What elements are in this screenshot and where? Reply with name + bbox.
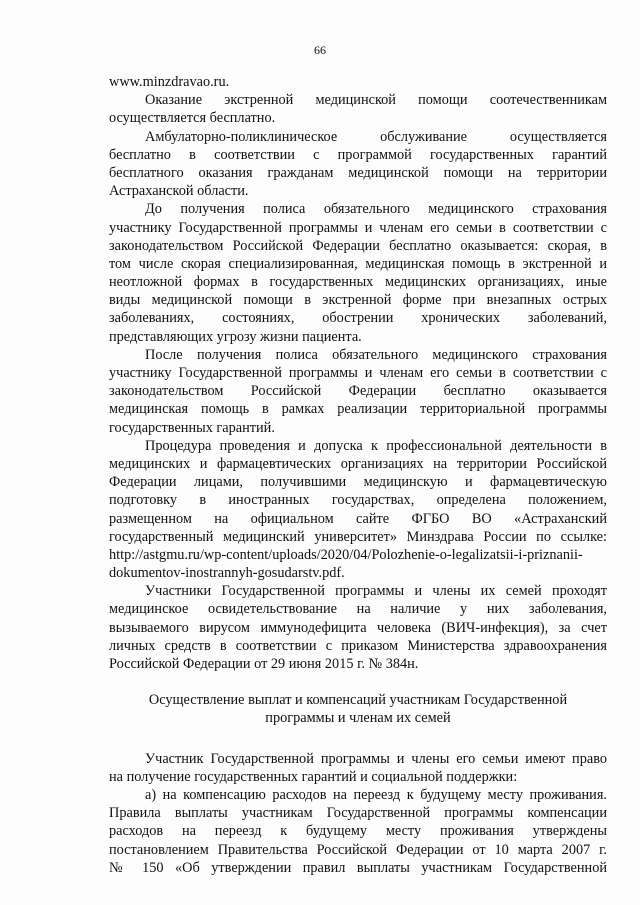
text-line[interactable]: медицинская помощь в рамках реализации территориальной программы bbox=[109, 401, 607, 418]
text-line[interactable]: Астраханской области. bbox=[109, 183, 249, 200]
text-line[interactable]: Амбулаторно-поликлиническое обслуживание осуществляется bbox=[145, 128, 607, 145]
text-line[interactable]: постановлением Правительства Российской Федерации от 10 марта 2007 г. bbox=[109, 841, 607, 858]
text-line[interactable]: www.minzdravao.ru. bbox=[109, 74, 230, 90]
text-line[interactable]: № 150 «Об утверждении правил выплаты участникам Государственной bbox=[109, 859, 607, 876]
text-line[interactable]: вызываемого вирусом иммунодефицита человека (ВИЧ-инфекция), за счет bbox=[109, 619, 607, 636]
text-line[interactable]: Участники Государственной программы и члены их семей проходят bbox=[145, 583, 607, 600]
text-line[interactable]: на получение государственных гарантий и социальной поддержки: bbox=[109, 768, 518, 785]
text-line[interactable]: Правила выплаты участникам Государственной программы компенсации bbox=[109, 805, 607, 822]
section-heading[interactable]: Осуществление выплат и компенсаций участникам Государственной bbox=[148, 692, 568, 709]
text-line[interactable]: личных средств в соответствии с приказом Министерства здравоохранения bbox=[109, 637, 607, 654]
text-line[interactable]: Российской Федерации от 29 июня 2015 г. № 384н. bbox=[109, 656, 419, 672]
text-line[interactable]: виды медицинской помощи в экстренной форме при внезапных острых bbox=[109, 292, 607, 309]
text-line[interactable]: бесплатно в соответствии с программой государственных гарантий bbox=[109, 146, 607, 163]
text-line[interactable]: До получения полиса обязательного медицинского страхования bbox=[145, 201, 607, 218]
text-line[interactable]: Участник Государственной программы и члены его семьи имеют право bbox=[145, 750, 607, 767]
text-line[interactable]: размещенном на официальном сайте ФГБО ВО «Астраханский bbox=[109, 510, 607, 527]
page-number: 66 bbox=[314, 43, 326, 57]
text-line[interactable]: расходов на переезд к будущему месту проживания утверждены bbox=[109, 823, 607, 840]
text-line[interactable]: После получения полиса обязательного медицинского страхования bbox=[145, 346, 607, 363]
text-line[interactable]: том числе скорая специализированная, медицинская помощь в экстренной и bbox=[109, 255, 607, 272]
text-line[interactable]: Оказание экстренной медицинской помощи соотечественникам bbox=[145, 92, 607, 109]
text-line[interactable]: государственных гарантий. bbox=[109, 419, 275, 436]
spacer bbox=[109, 673, 607, 691]
text-line[interactable]: бесплатного оказания гражданам медицинской помощи на территории bbox=[109, 164, 607, 181]
link-text[interactable]: dokumentov-inostrannyh-gosudarstv.pdf. bbox=[109, 565, 345, 582]
text-line[interactable]: государственный медицинский университет» Минздрава России по ссылке: bbox=[109, 528, 607, 545]
text-line[interactable]: медицинских и фармацевтических организациях на территории Российской bbox=[109, 455, 607, 472]
text-line[interactable]: подготовку в иностранных государствах, определена положением, bbox=[109, 492, 607, 509]
text-line[interactable]: осуществляется бесплатно. bbox=[109, 110, 276, 127]
link-text[interactable]: http://astgmu.ru/wp-content/uploads/2020/04/Polozhenie-o-legalizatsii-i-priznanii- bbox=[109, 546, 583, 563]
text-line[interactable]: а) на компенсацию расходов на переезд к будущему месту проживания. bbox=[145, 786, 607, 803]
text-line[interactable]: представляющих угрозу жизни пациента. bbox=[109, 328, 362, 345]
text-line[interactable]: медицинское освидетельствование на наличие у них заболевания, bbox=[109, 601, 607, 618]
spacer bbox=[109, 728, 607, 750]
text-line[interactable]: участнику Государственной программы и членам его семьи в соответствии с bbox=[109, 219, 607, 236]
text-line[interactable]: законодательством Российской Федерации бесплатно оказывается: скорая, в bbox=[109, 237, 607, 254]
text-line[interactable]: законодательством Российской Федерации бесплатно оказывается bbox=[109, 383, 607, 400]
text-line[interactable]: Процедура проведения и допуска к профессиональной деятельности в bbox=[145, 437, 607, 454]
text-line[interactable]: Федерации лицами, получившими медицинскую и фармацевтическую bbox=[109, 474, 607, 491]
document-body bbox=[109, 73, 607, 877]
text-line[interactable]: заболеваниях, состояниях, обострении хронических заболеваний, bbox=[109, 310, 607, 327]
text-line[interactable]: неотложной формах в государственных медицинских организациях, иные bbox=[109, 274, 607, 291]
text-line[interactable]: участнику Государственной программы и членам его семьи в соответствии с bbox=[109, 365, 607, 381]
section-heading[interactable]: программы и членам их семей bbox=[265, 710, 451, 727]
